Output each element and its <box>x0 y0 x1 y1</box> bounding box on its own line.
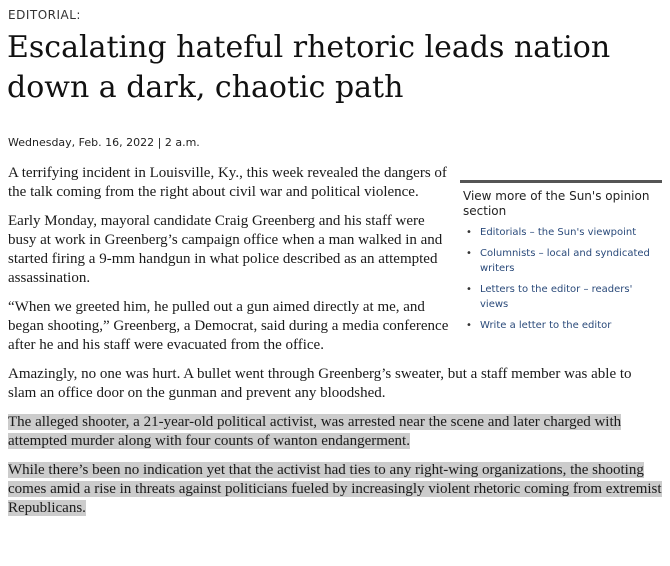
article-paragraph-highlighted <box>8 413 662 451</box>
article-body <box>8 164 662 528</box>
bullet-icon: • <box>466 284 472 295</box>
article-paragraph <box>8 298 450 355</box>
bullet-icon: • <box>466 320 472 331</box>
article-paragraph-highlighted <box>8 461 662 518</box>
paragraph-text: A terrifying incident in Louisville, Ky., this week revealed the dangers of the talk coming from the right about civil war and political violence. <box>8 165 447 200</box>
highlighted-text: While there’s been no indication yet that the activist had ties to any right-wing organizations, the shooting comes amid a rise in threats against politicians fueled by increasingly violent rhetoric coming from extremist Republicans. <box>8 462 662 516</box>
bullet-icon: • <box>466 248 472 259</box>
article-paragraph <box>8 164 450 202</box>
sidebar-link-letters[interactable]: Letters to the editor – readers' views <box>480 284 633 310</box>
article-paragraph <box>8 212 450 288</box>
sidebar-link-columnists[interactable]: Columnists – local and syndicated writers <box>480 248 650 274</box>
sidebar-link-editorials[interactable]: Editorials – the Sun's viewpoint <box>480 227 637 238</box>
sidebar-link-write-letter[interactable]: Write a letter to the editor <box>480 320 612 331</box>
article-dateline: Wednesday, Feb. 16, 2022 | 2 a.m. <box>8 136 200 149</box>
section-kicker: EDITORIAL: <box>8 8 81 22</box>
bullet-icon: • <box>466 227 472 238</box>
paragraph-text: Early Monday, mayoral candidate Craig Greenberg and his staff were busy at work in Greenberg’s campaign office when a man walked in and started firing a 9-mm handgun in what police described as an attempted assassination. <box>8 213 443 286</box>
sidebar-title: View more of the Sun's opinion section <box>463 189 650 218</box>
article-paragraph <box>8 365 662 403</box>
article-headline: Escalating hateful rhetoric leads nation down a dark, chaotic path <box>7 30 611 105</box>
highlighted-text: The alleged shooter, a 21-year-old political activist, was arrested near the scene and later charged with attempted murder along with four counts of wanton endangerment. <box>8 414 622 449</box>
paragraph-text: Amazingly, no one was hurt. A bullet went through Greenberg’s sweater, but a staff member was able to slam an office door on the gunman and prevent any bloodshed. <box>8 366 632 401</box>
paragraph-text: “When we greeted him, he pulled out a gun aimed directly at me, and began shooting,” Greenberg, a Democrat, said during a media conference after he and his staff were evacuated from the office. <box>8 299 449 353</box>
